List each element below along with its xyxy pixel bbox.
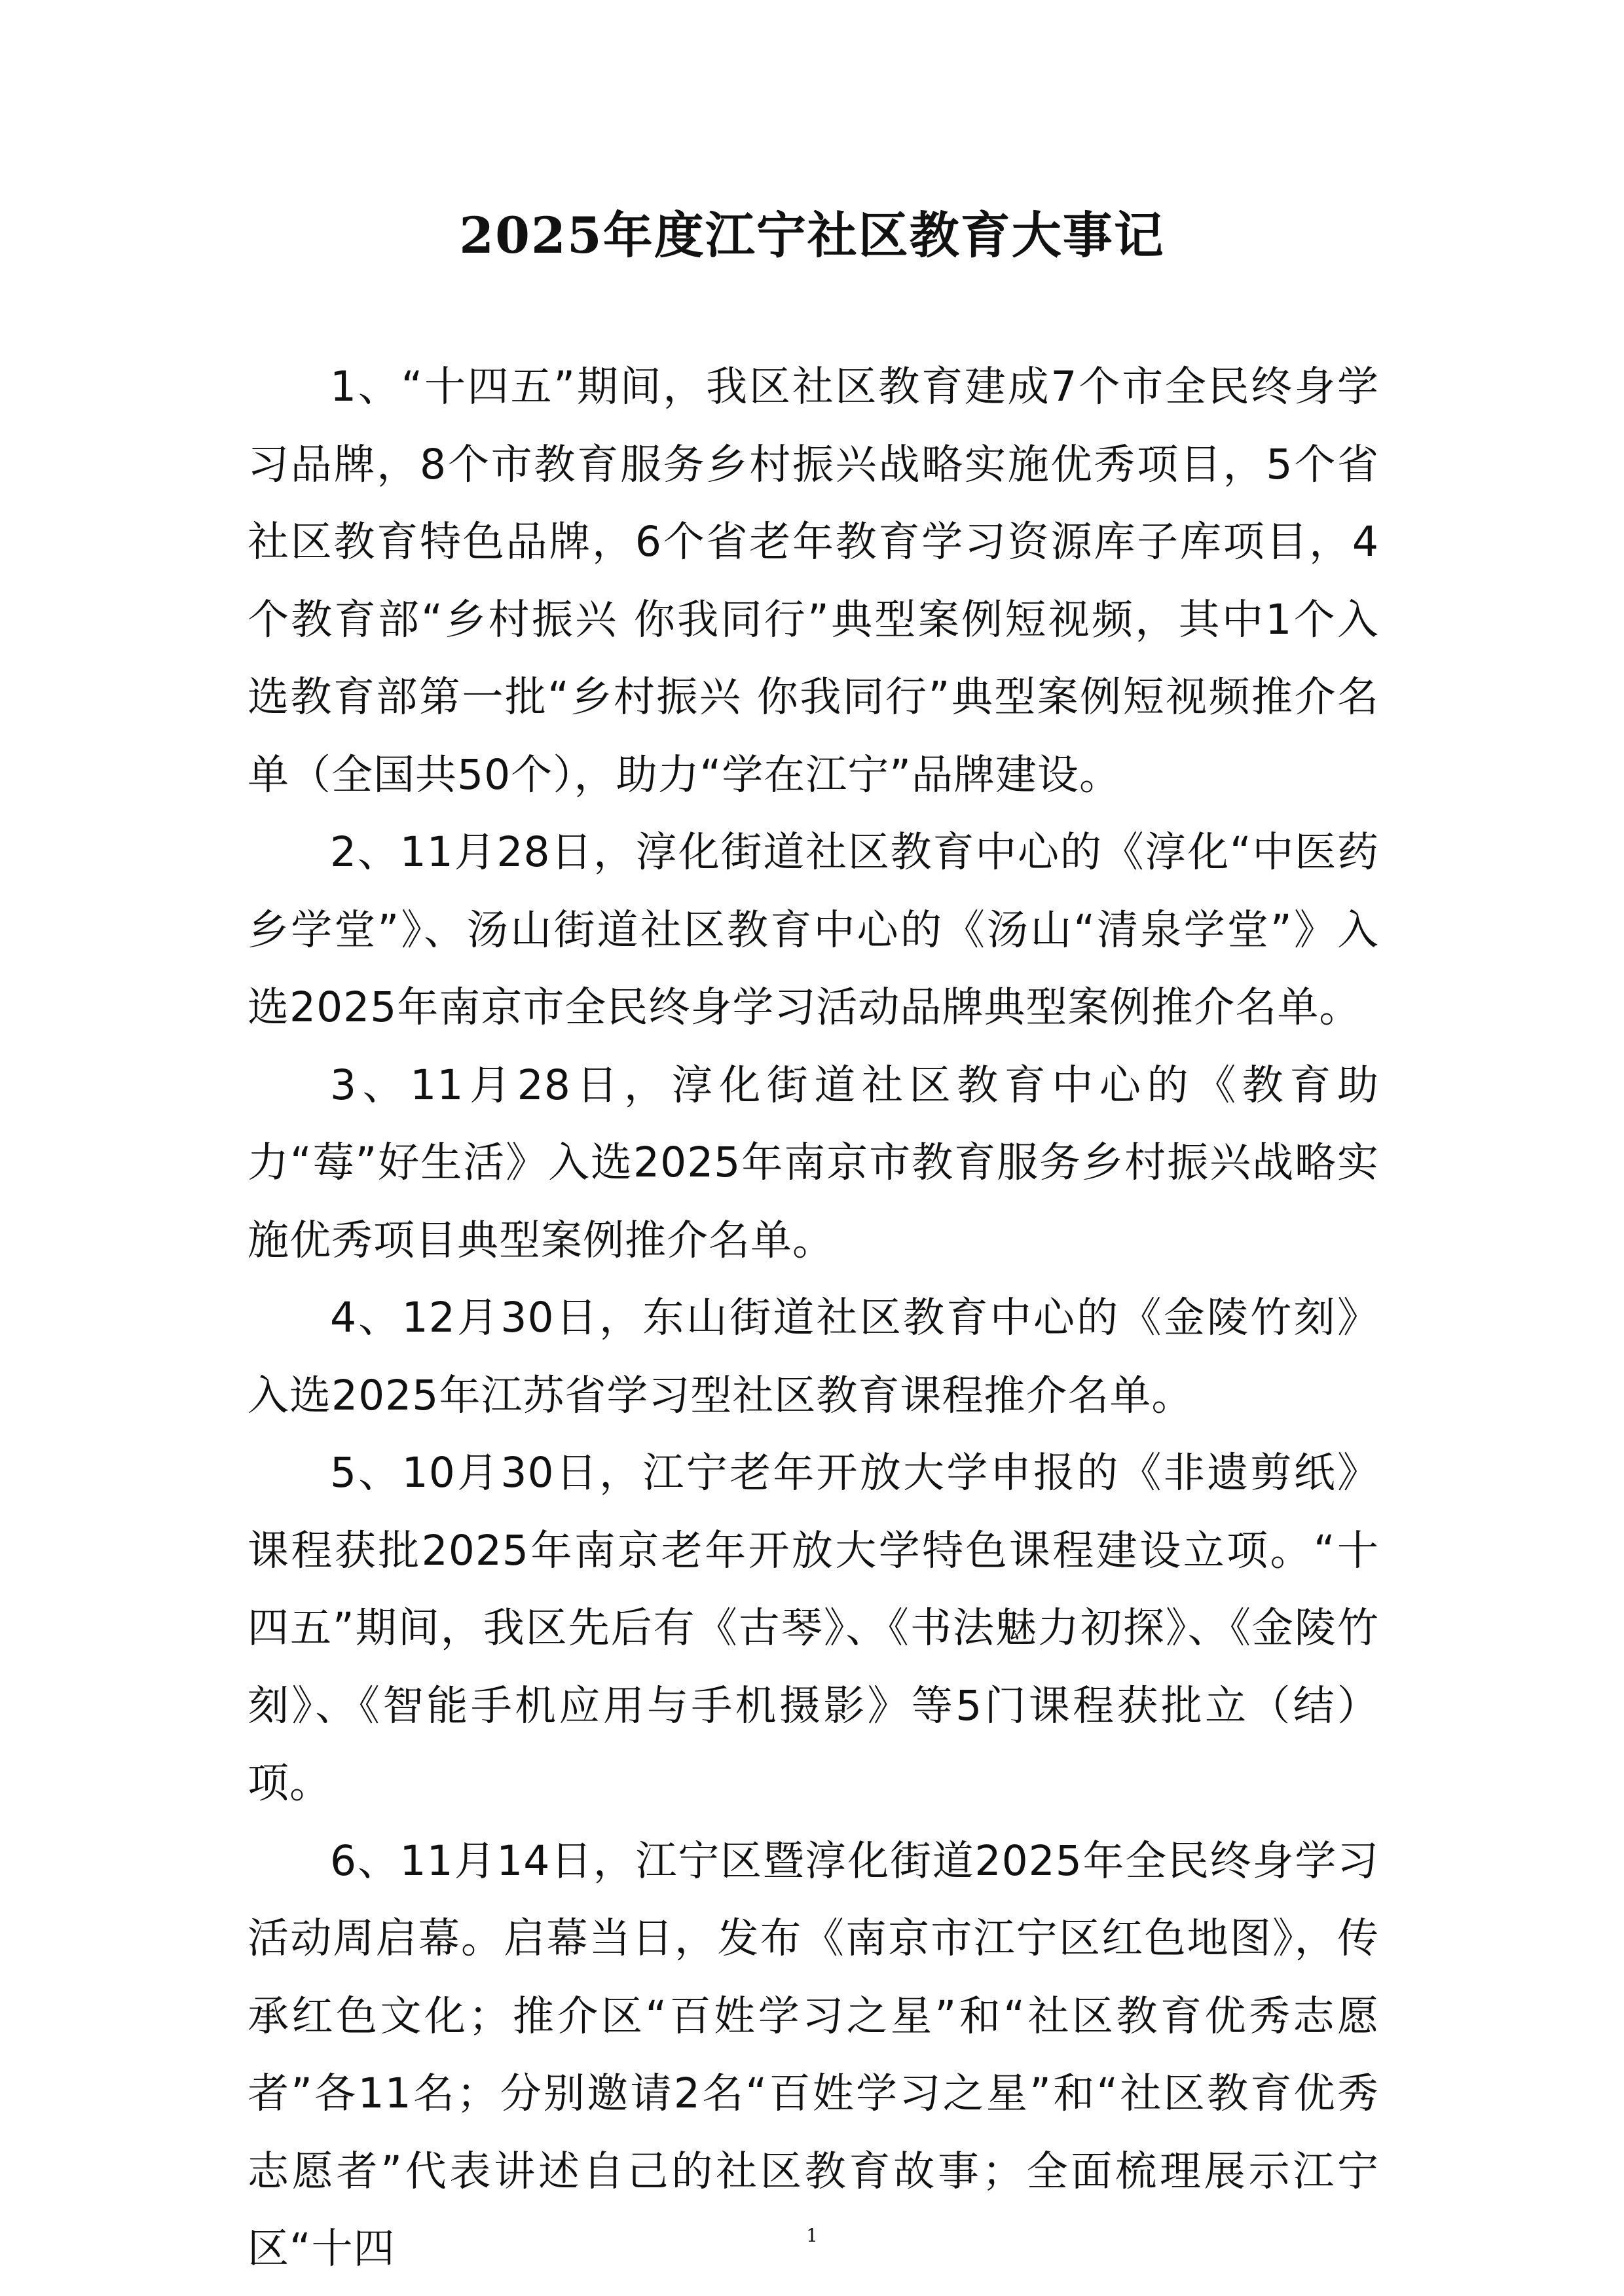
paragraph-5: 5、10月30日，江宁老年开放大学申报的《非遗剪纸》课程获批2025年南京老年开放大学特色课程建设立项。“十四五”期间，我区先后有《古琴》、《书法魅力初探》、《金陵竹刻》、《智能手机应用与手机摄影》等5门课程获批立（结）项。 <box>248 1449 1379 1807</box>
paragraph-1: 1、“十四五”期间，我区社区教育建成7个市全民终身学习品牌，8个市教育服务乡村振兴战略实施优秀项目，5个省社区教育特色品牌，6个省老年教育学习资源库子库项目，4个教育部“乡村振兴 你我同行”典型案例短视频，其中1个入选教育部第一批“乡村振兴 你我同行”典型案例短视频推介名单（全国共50个），助力“学在江宁”品牌建设。 <box>248 363 1379 799</box>
document-title: 2025年度江宁社区教育大事记 <box>459 206 1165 264</box>
page-number: 1 <box>806 2225 818 2246</box>
paragraph-2: 2、11月28日，淳化街道社区教育中心的《淳化“中医药乡学堂”》、汤山街道社区教育中心的《汤山“清泉学堂”》入选2025年南京市全民终身学习活动品牌典型案例推介名单。 <box>248 828 1379 1031</box>
paragraph-6: 6、11月14日，江宁区暨淳化街道2025年全民终身学习活动周启幕。启幕当日，发布《南京市江宁区红色地图》，传承红色文化；推介区“百姓学习之星”和“社区教育优秀志愿者”各11名；分别邀请2名“百姓学习之星”和“社区教育优秀志愿者”代表讲述自己的社区教育故事；全面梳理展示江宁区“十四 <box>248 1836 1379 2272</box>
paragraph-4: 4、12月30日，东山街道社区教育中心的《金陵竹刻》入选2025年江苏省学习型社区教育课程推介名单。 <box>248 1294 1379 1419</box>
paragraph-3: 3、11月28日，淳化街道社区教育中心的《教育助力“莓”好生活》入选2025年南京市教育服务乡村振兴战略实施优秀项目典型案例推介名单。 <box>248 1061 1379 1264</box>
document-body <box>248 348 1379 2288</box>
